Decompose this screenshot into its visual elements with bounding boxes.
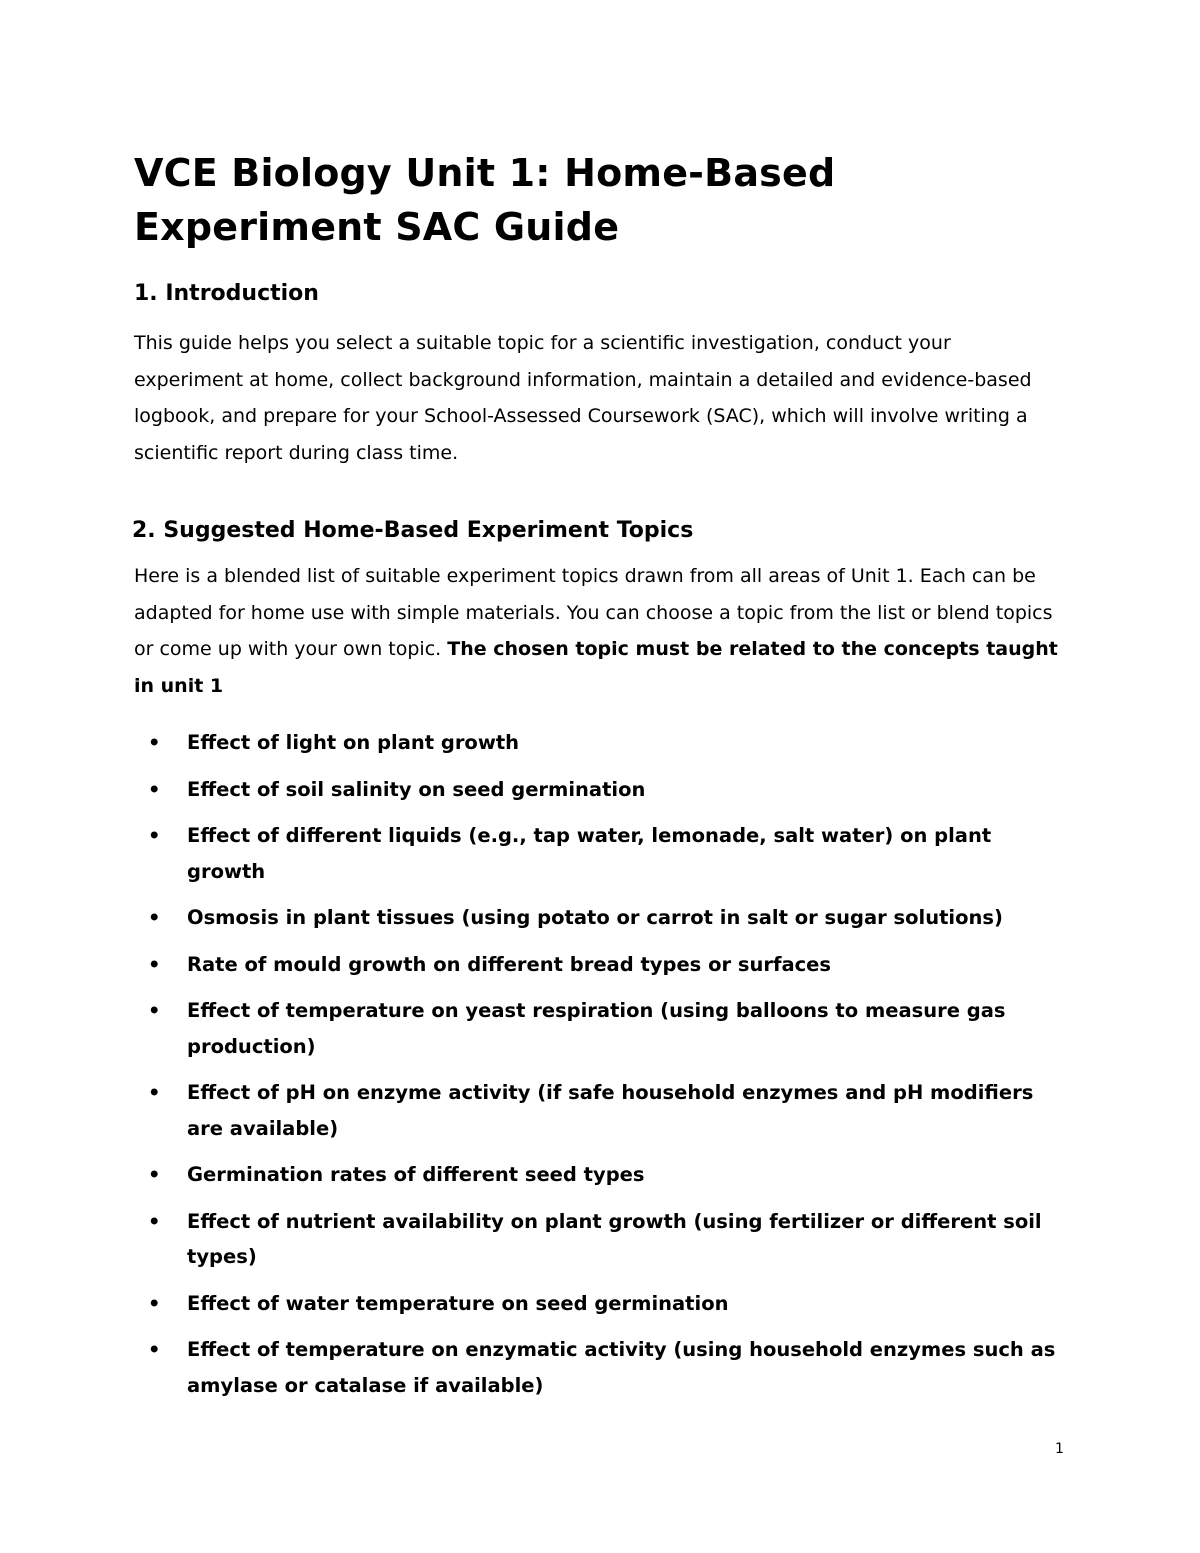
bullet-icon: • xyxy=(148,1291,161,1315)
list-item xyxy=(134,1075,1064,1146)
list-item xyxy=(134,900,1064,936)
list-item-text: Effect of different liquids (e.g., tap water, lemonade, salt water) on plant growth xyxy=(187,824,992,883)
bullet-icon: • xyxy=(148,1209,161,1233)
topics-paragraph-text: Here is a blended list of suitable experiment topics drawn from all areas of Unit 1. Each can be adapted for home use with simple materials. You can choose a topic from the list or blend topics or come up with your own topic. xyxy=(134,565,1053,660)
list-item-text: Effect of pH on enzyme activity (if safe household enzymes and pH modifiers are available) xyxy=(187,1081,1034,1140)
list-item-text: Rate of mould growth on different bread types or surfaces xyxy=(187,952,832,976)
list-item-text: Effect of nutrient availability on plant growth (using fertilizer or different soil types) xyxy=(187,1209,1042,1268)
bullet-icon: • xyxy=(148,1163,161,1186)
bullet-icon: • xyxy=(148,952,161,976)
section-heading-introduction: 1. Introduction xyxy=(134,281,319,306)
list-item xyxy=(134,818,1064,889)
bullet-icon: • xyxy=(148,1081,161,1104)
list-item-text: Germination rates of different seed types xyxy=(187,1163,645,1186)
list-item xyxy=(134,1204,1064,1275)
document-title: VCE Biology Unit 1: Home-Based Experiment SAC Guide xyxy=(134,151,836,249)
introduction-paragraph: This guide helps you select a suitable topic for a scientific investigation, conduct your experiment at home, collect background information, maintain a detailed and evidence-based logbook, and prepare for your School-Assessed Coursework (SAC), which will involve writing a scientific report during class time. xyxy=(134,332,1032,464)
list-item xyxy=(134,993,1064,1064)
list-item xyxy=(134,1332,1064,1403)
topics-paragraph xyxy=(134,558,1064,704)
list-item-text: Effect of soil salinity on seed germination xyxy=(187,777,646,801)
bullet-icon: • xyxy=(148,906,161,929)
document-page xyxy=(134,146,1064,1414)
list-item xyxy=(134,725,1064,761)
list-item-text: Effect of temperature on yeast respiration (using balloons to measure gas production) xyxy=(187,999,1006,1058)
list-item-text: Effect of water temperature on seed germination xyxy=(187,1291,729,1315)
topics-paragraph-emphasis: The chosen topic must be related to the concepts taught in unit 1 xyxy=(134,638,1058,697)
page-number: 1 xyxy=(1055,1441,1064,1457)
list-item-text: Effect of temperature on enzymatic activity (using household enzymes such as amylase or catalase if available) xyxy=(187,1338,1056,1397)
bullet-icon: • xyxy=(148,999,161,1022)
list-item xyxy=(134,1157,1064,1193)
topic-list xyxy=(134,725,1064,1403)
list-item xyxy=(134,947,1064,983)
bullet-icon: • xyxy=(148,731,161,754)
list-item-text: Effect of light on plant growth xyxy=(187,731,520,754)
bullet-icon: • xyxy=(148,824,161,847)
list-item xyxy=(134,1286,1064,1322)
bullet-icon: • xyxy=(148,1338,161,1361)
bullet-icon: • xyxy=(148,777,161,801)
list-item-text: Osmosis in plant tissues (using potato or carrot in salt or sugar solutions) xyxy=(187,906,1003,929)
section-heading-topics: 2. Suggested Home-Based Experiment Topics xyxy=(132,518,694,543)
list-item xyxy=(134,772,1064,808)
